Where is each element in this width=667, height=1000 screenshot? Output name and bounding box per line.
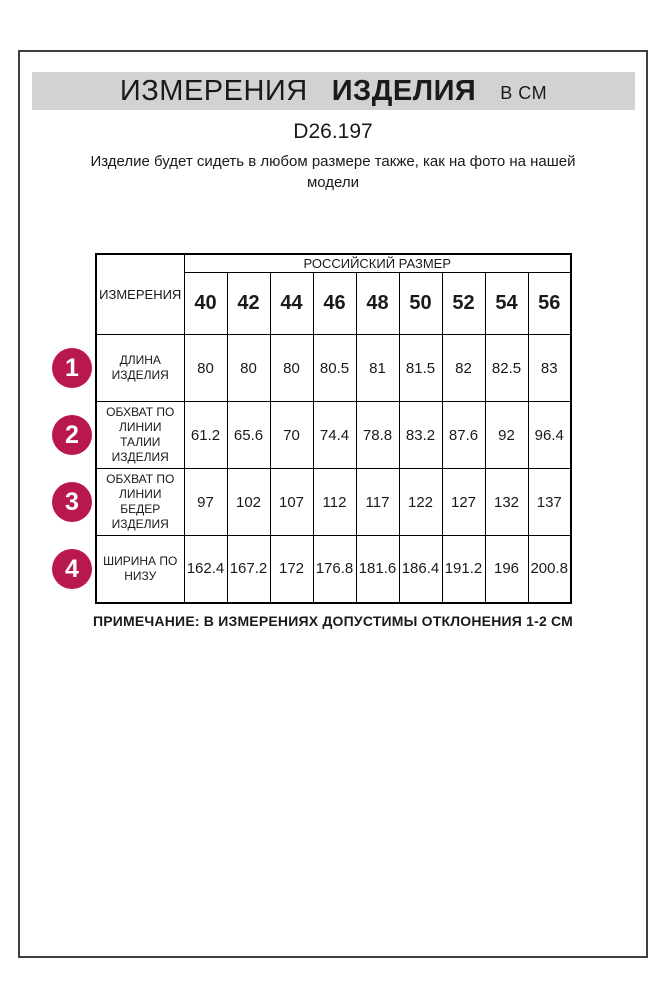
measurement-cell: 137 xyxy=(528,469,571,536)
table-row xyxy=(96,536,571,603)
size-header: 44 xyxy=(270,273,313,335)
table-row xyxy=(96,402,571,469)
table-row xyxy=(96,469,571,536)
measurement-cell: 97 xyxy=(184,469,227,536)
size-header: 42 xyxy=(227,273,270,335)
fit-description: Изделие будет сидеть в любом размере также, как на фото на нашей модели xyxy=(90,153,576,191)
measurement-cell: 186.4 xyxy=(399,536,442,603)
row-label: ДЛИНА ИЗДЕЛИЯ xyxy=(96,335,184,402)
content-frame xyxy=(18,50,648,958)
measurement-cell: 83 xyxy=(528,335,571,402)
units-label: В СМ xyxy=(500,82,548,103)
measurements-table-wrap xyxy=(65,253,572,604)
measurement-cell: 87.6 xyxy=(442,402,485,469)
model-code: D26.197 xyxy=(293,120,373,143)
measurement-cell: 102 xyxy=(227,469,270,536)
size-header: 48 xyxy=(356,273,399,335)
measurement-cell: 107 xyxy=(270,469,313,536)
measurement-cell: 122 xyxy=(399,469,442,536)
measurement-cell: 61.2 xyxy=(184,402,227,469)
measurement-cell: 80 xyxy=(270,335,313,402)
row-number-badge: 2 xyxy=(52,415,92,455)
measurement-cell: 96.4 xyxy=(528,402,571,469)
size-header: 50 xyxy=(399,273,442,335)
measurement-cell: 78.8 xyxy=(356,402,399,469)
size-header: 52 xyxy=(442,273,485,335)
table-body xyxy=(96,254,571,603)
measurement-cell: 65.6 xyxy=(227,402,270,469)
measurement-cell: 82 xyxy=(442,335,485,402)
row-label: ОБХВАТ ПО ЛИНИИ ТАЛИИ ИЗДЕЛИЯ xyxy=(96,402,184,469)
measurements-table xyxy=(95,253,572,604)
measurement-cell: 80 xyxy=(227,335,270,402)
measure-col-header: ИЗМЕРЕНИЯ xyxy=(96,254,184,335)
measurement-cell: 92 xyxy=(485,402,528,469)
measurement-cell: 80 xyxy=(184,335,227,402)
measurement-cell: 172 xyxy=(270,536,313,603)
measurement-cell: 83.2 xyxy=(399,402,442,469)
title-bar xyxy=(32,72,635,110)
row-label: ОБХВАТ ПО ЛИНИИ БЕДЕР ИЗДЕЛИЯ xyxy=(96,469,184,536)
group-header-row xyxy=(96,254,571,273)
measurement-cell: 176.8 xyxy=(313,536,356,603)
measurement-cell: 167.2 xyxy=(227,536,270,603)
measurement-cell: 191.2 xyxy=(442,536,485,603)
measurement-cell: 127 xyxy=(442,469,485,536)
size-header: 46 xyxy=(313,273,356,335)
row-label: ШИРИНА ПО НИЗУ xyxy=(96,536,184,603)
measurement-cell: 112 xyxy=(313,469,356,536)
measurement-cell: 80.5 xyxy=(313,335,356,402)
measurement-cell: 162.4 xyxy=(184,536,227,603)
measurement-cell: 200.8 xyxy=(528,536,571,603)
measurement-cell: 74.4 xyxy=(313,402,356,469)
size-header: 56 xyxy=(528,273,571,335)
measurement-cell: 70 xyxy=(270,402,313,469)
measurement-cell: 181.6 xyxy=(356,536,399,603)
size-group-header: РОССИЙСКИЙ РАЗМЕР xyxy=(184,254,571,273)
size-header: 54 xyxy=(485,273,528,335)
measurement-cell: 81.5 xyxy=(399,335,442,402)
measurement-cell: 196 xyxy=(485,536,528,603)
table-row xyxy=(96,335,571,402)
measurement-cell: 117 xyxy=(356,469,399,536)
size-header: 40 xyxy=(184,273,227,335)
page-title-emphasis: ИЗДЕЛИЯ xyxy=(331,74,477,107)
tolerance-note: ПРИМЕЧАНИЕ: В ИЗМЕРЕНИЯХ ДОПУСТИМЫ ОТКЛОНЕНИЯ 1-2 СМ xyxy=(92,613,574,629)
page-title: ИЗМЕРЕНИЯ xyxy=(119,74,308,107)
row-number-badge: 3 xyxy=(52,482,92,522)
measurement-cell: 81 xyxy=(356,335,399,402)
row-number-badge: 1 xyxy=(52,348,92,388)
measurement-cell: 82.5 xyxy=(485,335,528,402)
row-number-badge: 4 xyxy=(52,549,92,589)
measurement-cell: 132 xyxy=(485,469,528,536)
